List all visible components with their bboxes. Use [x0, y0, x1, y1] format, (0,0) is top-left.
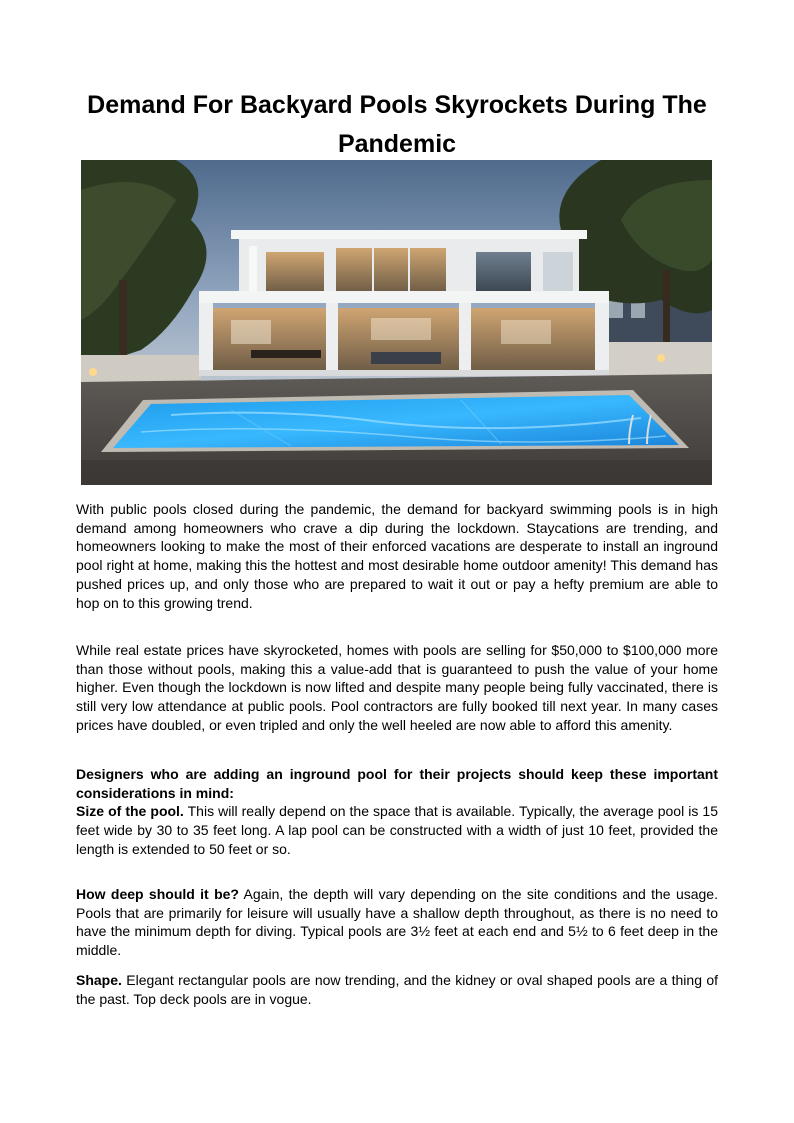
house: [199, 230, 609, 376]
consideration-size-text: This will really depend on the space that is available. Typically, the average pool is 15 feet wide by 30 to 35 feet long. A lap pool can be constructed with a width of just 10 feet, provided the length is extended to 50 feet or so.: [76, 803, 718, 857]
consideration-shape: [76, 971, 718, 1008]
consideration-size: [76, 802, 718, 858]
hero-image-modern-house-with-pool: [81, 160, 712, 485]
consideration-size-label: Size of the pool.: [76, 803, 184, 820]
consideration-depth-label: How deep should it be?: [76, 886, 239, 902]
consideration-depth: [76, 885, 718, 960]
paragraph-prices: While real estate prices have skyrocketed, homes with pools are selling for $50,000 to $100,000 more than those without pools, making this a value-add that is guaranteed to push the value of your home higher. Even though the lockdown is now lifted and despite many people being fully vaccinated, there is still very low attendance at public pools. Pool contractors are fully booked till next year. In many cases prices have doubled, or even tripled and only the well heeled are now able to afford this amenity.: [76, 642, 718, 733]
consideration-shape-text: Elegant rectangular pools are now trending, and the kidney or oval shaped pools are a thing of the past. Top deck pools are in vogue.: [76, 972, 718, 1007]
consideration-depth-text: Again, the depth will vary depending on the site conditions and the usage. Pools that are primarily for leisure will usually have a shallow depth throughout, as there is no need to have the minimum depth for diving. Typical pools are 3½ feet at each end and 5½ to 6 feet deep in the middle.: [76, 886, 718, 959]
consideration-shape-label: Shape.: [76, 972, 122, 988]
considerations-heading: Designers who are adding an inground pool for their projects should keep these important considerations in mind:: [76, 766, 718, 801]
swimming-pool: [101, 390, 689, 452]
considerations-section: [76, 765, 718, 859]
paragraph-intro: With public pools closed during the pandemic, the demand for backyard swimming pools is in high demand among homeowners who crave a dip during the lockdown. Staycations are trending, and homeowners looking to make the most of their enforced vacations are desperate to install an inground pool right at home, making this the hottest and most desirable home outdoor amenity! This demand has pushed prices up, and only those who are prepared to wait it out or pay a hefty premium are able to hop on to this growing trend.: [76, 501, 718, 611]
article-title: Demand For Backyard Pools Skyrockets During The Pandemic: [87, 91, 707, 158]
